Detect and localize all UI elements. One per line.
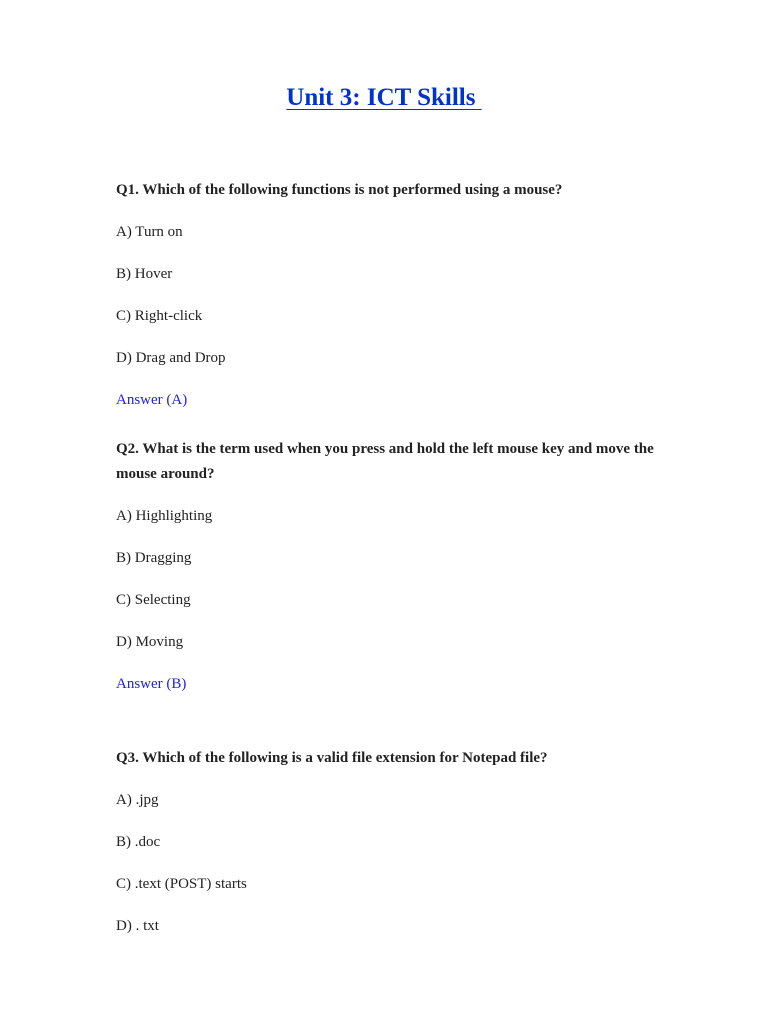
question-3-option-c: C) .text (POST) starts — [116, 876, 247, 892]
question-2-option-b: B) Dragging — [116, 550, 192, 566]
question-1-option-a: A) Turn on — [116, 224, 183, 240]
question-2-option-d: D) Moving — [116, 634, 184, 650]
question-3-option-b: B) .doc — [116, 834, 161, 850]
question-1-text: Q1. Which of the following functions is not performed using a mouse? — [116, 182, 563, 198]
question-2-text: Q2. What is the term used when you press and hold the left mouse key and move the mouse around? — [116, 441, 654, 482]
question-3-option-d: D) . txt — [116, 918, 159, 934]
question-2-option-a: A) Highlighting — [116, 508, 213, 524]
page-title-text: Unit 3: ICT Skills — [286, 84, 482, 111]
question-3-option-a: A) .jpg — [116, 792, 159, 808]
question-2-answer: Answer (B) — [116, 676, 187, 692]
question-1-answer: Answer (A) — [116, 392, 188, 408]
question-1-option-d: D) Drag and Drop — [116, 350, 226, 366]
question-3-text: Q3. Which of the following is a valid file extension for Notepad file? — [116, 750, 548, 766]
question-1-option-c: C) Right-click — [116, 308, 203, 324]
page-title — [0, 84, 768, 112]
question-2-option-c: C) Selecting — [116, 592, 191, 608]
question-1-option-b: B) Hover — [116, 266, 173, 282]
